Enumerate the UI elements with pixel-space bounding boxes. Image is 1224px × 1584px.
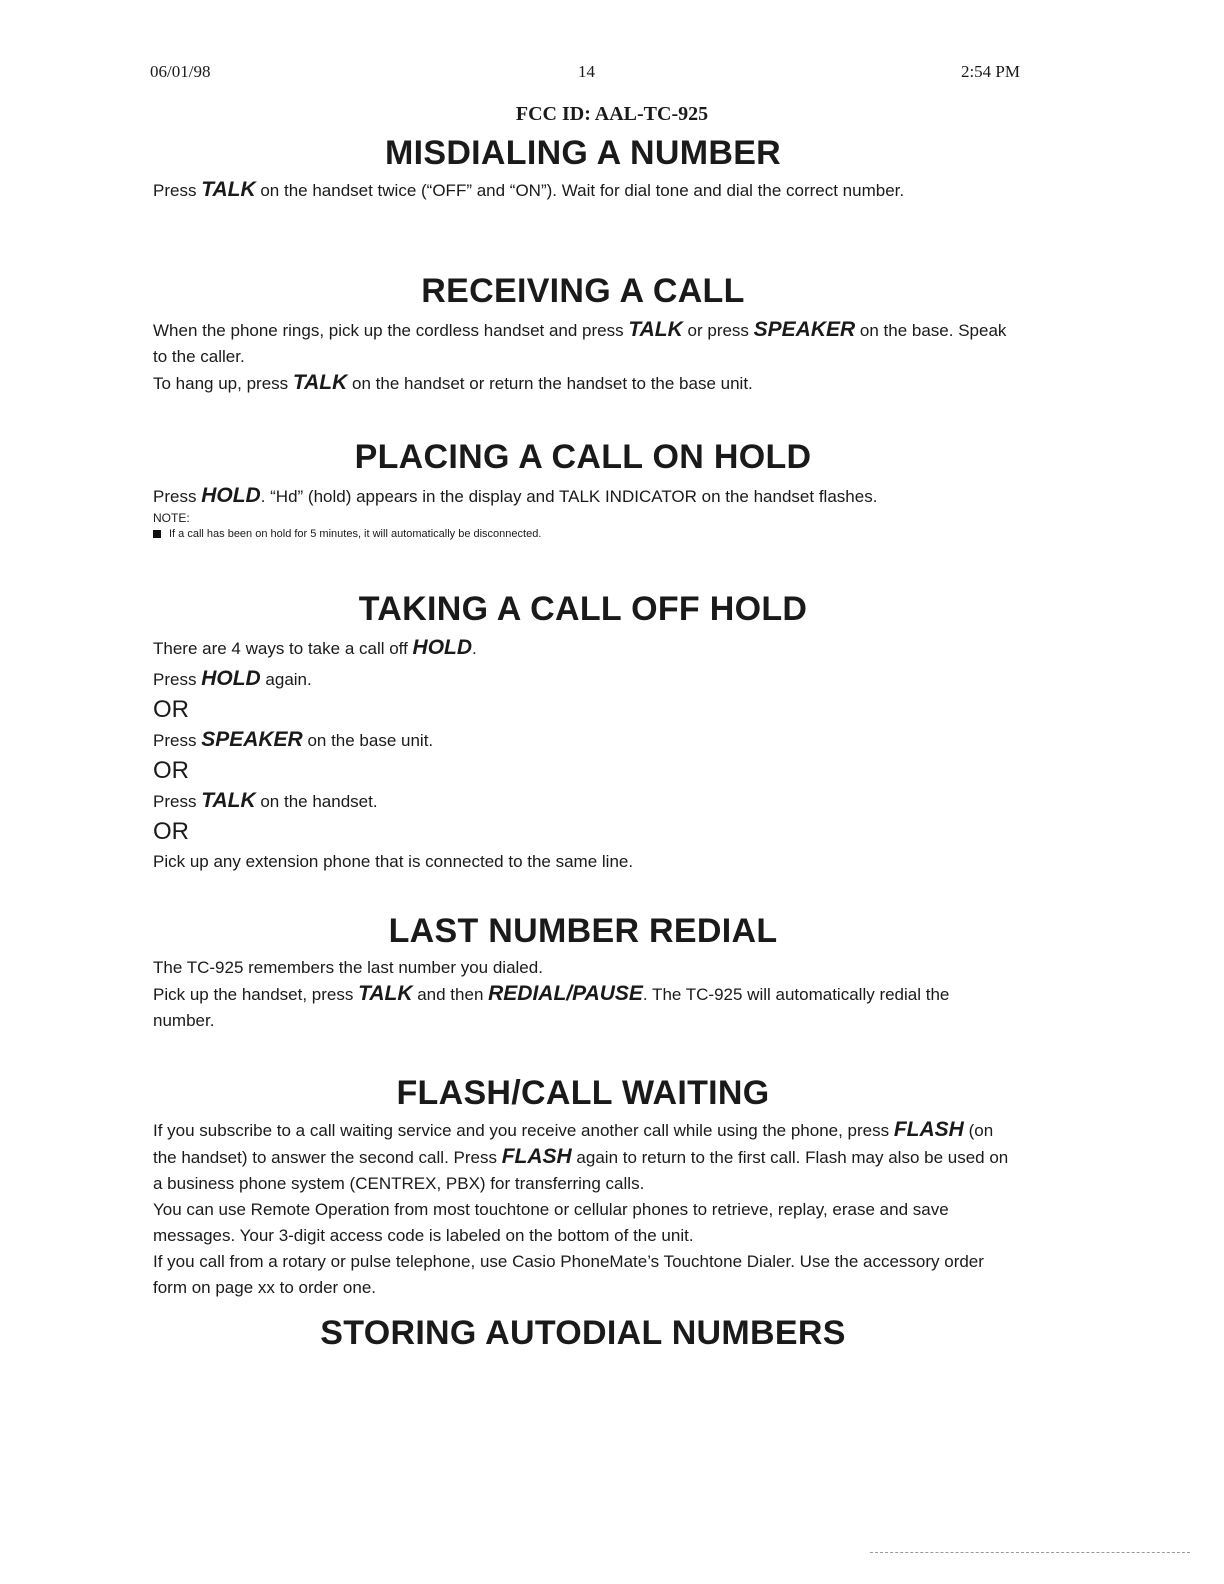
paragraph: The TC-925 remembers the last number you dialed.	[153, 958, 543, 977]
or-label: OR	[153, 757, 189, 784]
section-title: TAKING A CALL OFF HOLD	[358, 590, 808, 628]
option-4: Pick up any extension phone that is connected to the same line.	[153, 852, 634, 871]
section-title: PLACING A CALL ON HOLD	[354, 438, 812, 476]
paragraph: Press TALK on the handset twice (“OFF” and “ON”). Wait for dial tone and dial the correct number.	[153, 178, 905, 201]
section-title: MISDIALING A NUMBER	[384, 134, 782, 172]
page-number: 14	[578, 62, 595, 81]
option-1: Press HOLD again.	[153, 667, 312, 690]
section-redial	[153, 912, 1013, 1034]
section-flash	[153, 1074, 1013, 1301]
bullet-square-icon	[153, 530, 161, 538]
section-autodial	[153, 1314, 1013, 1353]
or-label: OR	[153, 818, 189, 845]
paragraph: When the phone rings, pick up the cordless handset and press TALK or press SPEAKER on the base. Speak to the caller.	[153, 318, 1007, 366]
option-2: Press SPEAKER on the base unit.	[153, 728, 434, 751]
section-receiving	[153, 272, 1013, 397]
note-bullet: If a call has been on hold for 5 minutes, it will automatically be disconnected.	[153, 526, 1013, 542]
paragraph: You can use Remote Operation from most touchtone or cellular phones to retrieve, replay, erase and save messages. Your 3-digit access code is labeled on the bottom of the unit.	[153, 1200, 949, 1245]
section-title: RECEIVING A CALL	[421, 272, 745, 310]
scan-artifact-line	[870, 1552, 1190, 1553]
header-date: 06/01/98	[150, 62, 211, 81]
section-off-hold	[153, 590, 1013, 875]
page-header	[150, 62, 1020, 86]
section-title: STORING AUTODIAL NUMBERS	[320, 1314, 846, 1352]
paragraph: Press HOLD. “Hd” (hold) appears in the display and TALK INDICATOR on the handset flashes.	[153, 484, 878, 507]
section-title: LAST NUMBER REDIAL	[388, 912, 778, 950]
paragraph: Pick up the handset, press TALK and then REDIAL/PAUSE. The TC-925 will automatically redial the number.	[153, 982, 950, 1030]
paragraph: To hang up, press TALK on the handset or return the handset to the base unit.	[153, 371, 753, 394]
section-misdialing	[153, 134, 1013, 204]
option-3: Press TALK on the handset.	[153, 789, 378, 812]
section-hold	[153, 438, 1013, 542]
paragraph: There are 4 ways to take a call off HOLD.	[153, 636, 477, 659]
header-time: 2:54 PM	[960, 62, 1020, 81]
paragraph: If you subscribe to a call waiting service and you receive another call while using the phone, press FLASH (on the handset) to answer the second call. Press FLASH again to return to the first call. Flash may also be used on a business phone system (CENTREX, PBX) for transferring calls.	[153, 1118, 1009, 1193]
fcc-id: FCC ID: AAL-TC-925	[515, 103, 709, 125]
section-title: FLASH/CALL WAITING	[396, 1074, 770, 1112]
or-label: OR	[153, 696, 189, 723]
paragraph: If you call from a rotary or pulse telephone, use Casio PhoneMate’s Touchtone Dialer. Use the accessory order form on page xx to order one.	[153, 1252, 984, 1297]
note-label: NOTE:	[153, 511, 190, 525]
